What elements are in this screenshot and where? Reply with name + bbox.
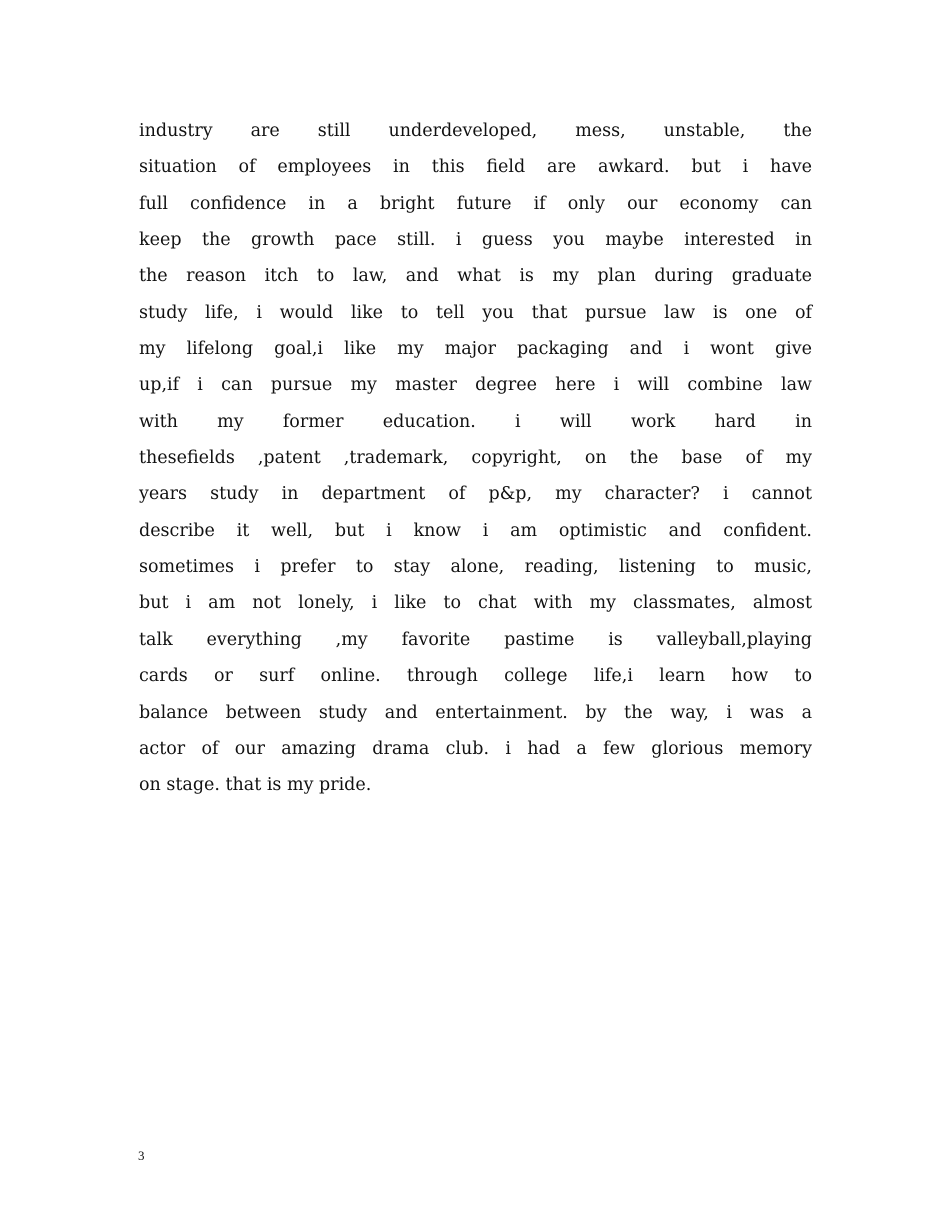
text-line: the reason itch to law, and what is my plan during graduate (139, 266, 812, 287)
text-line: on stage. that is my pride. (139, 775, 372, 796)
text-line: describe it well, but i know i am optimistic and confident. (139, 520, 812, 541)
text-line: actor of our amazing drama club. i had a few glorious memory (139, 738, 812, 759)
text-line: but i am not lonely, i like to chat with my classmates, almost (139, 593, 812, 614)
text-line: sometimes i prefer to stay alone, reading, listening to music, (139, 557, 812, 578)
text-line: up,if i can pursue my master degree here i will combine law (139, 375, 812, 396)
text-line: with my former education. i will work hard in (139, 411, 812, 432)
text-line: keep the growth pace still. i guess you maybe interested in (139, 230, 812, 251)
page-number: 3 (138, 1148, 145, 1163)
text-line: full confidence in a bright future if only our economy can (139, 193, 812, 214)
text-line: talk everything ,my favorite pastime is valleyball,playing (139, 629, 812, 650)
text-line: situation of employees in this field are awkard. but i have (139, 157, 812, 178)
body-paragraph (139, 113, 812, 804)
text-line: cards or surf online. through college life,i learn how to (139, 666, 812, 687)
text-line: thesefields ,patent ,trademark, copyright, on the base of my (139, 448, 812, 469)
text-line: my lifelong goal,i like my major packaging and i wont give (139, 339, 812, 360)
text-line: study life, i would like to tell you that pursue law is one of (139, 302, 812, 323)
text-line: years study in department of p&p, my character? i cannot (139, 484, 812, 505)
text-line: balance between study and entertainment. by the way, i was a (139, 702, 812, 723)
text-line: industry are still underdeveloped, mess, unstable, the (139, 121, 812, 141)
